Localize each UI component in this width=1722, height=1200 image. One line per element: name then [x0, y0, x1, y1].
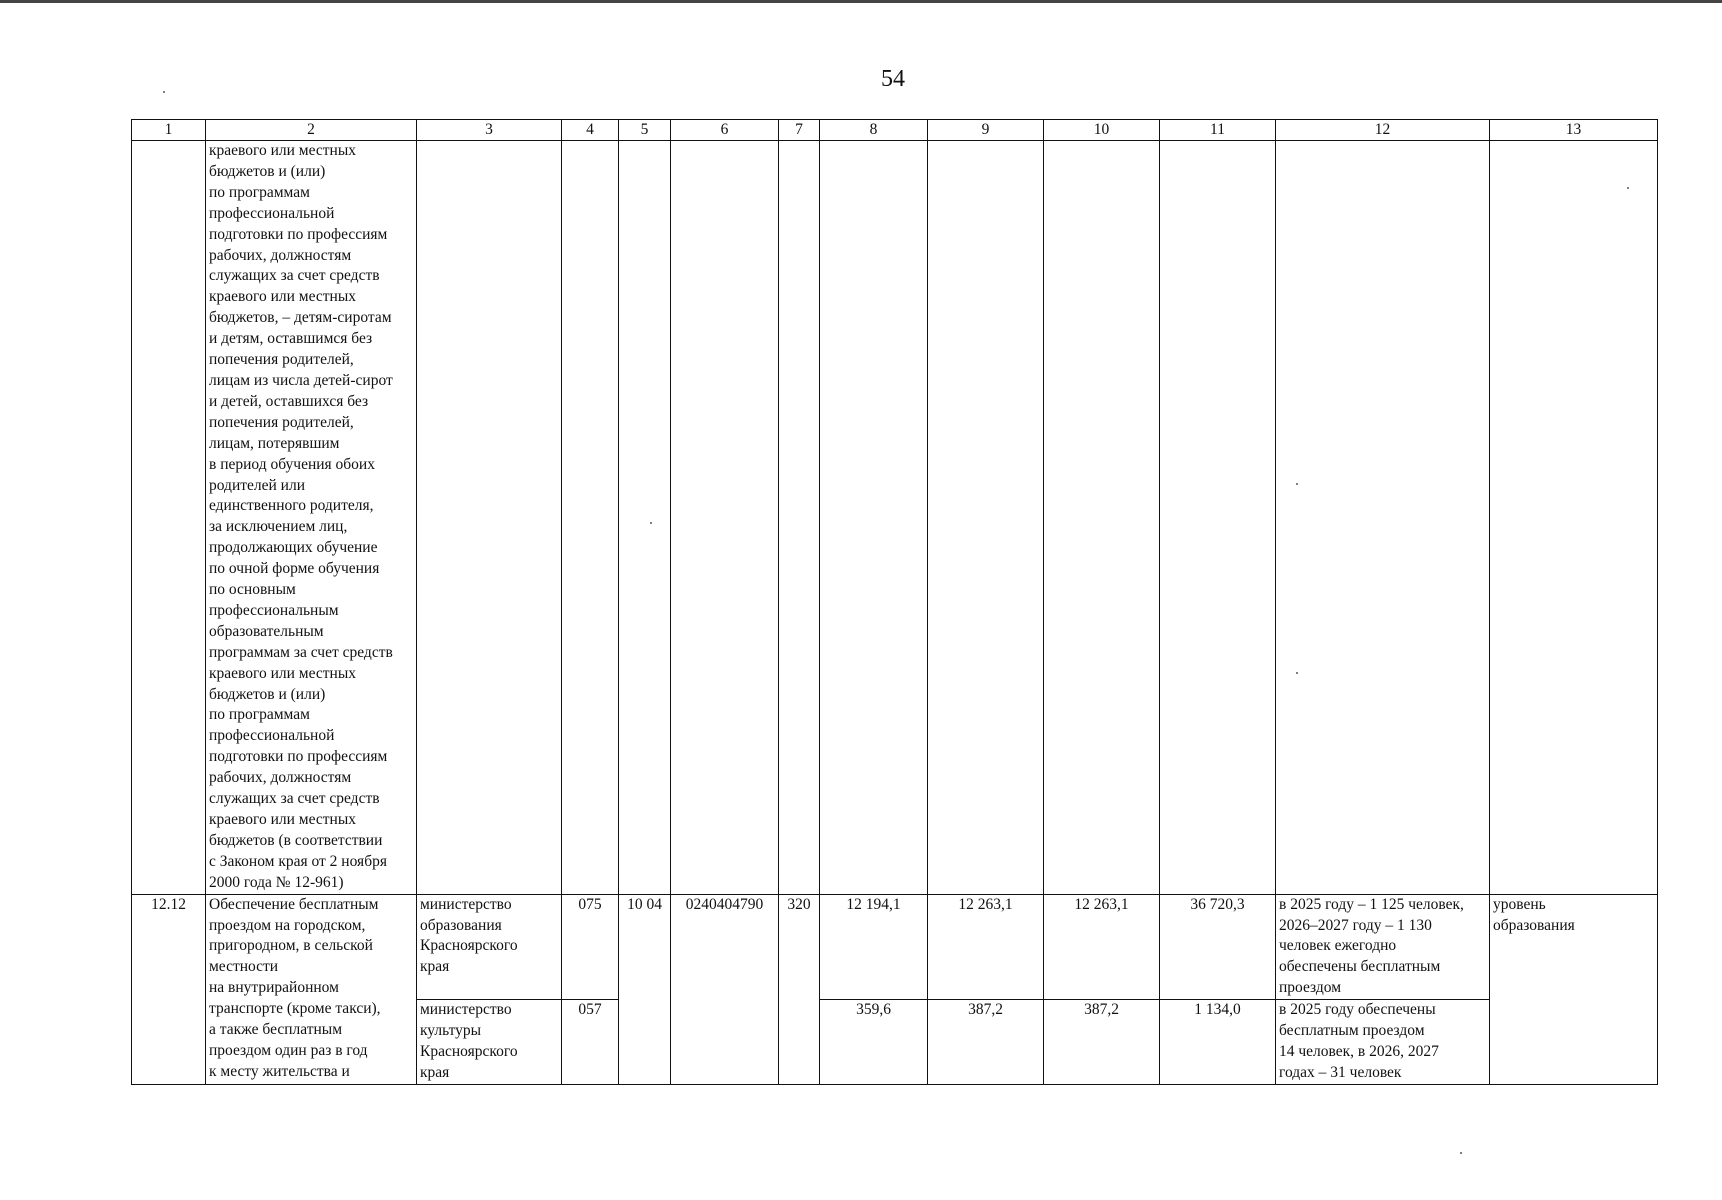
col-header-6: 6 — [671, 120, 779, 141]
section-code: 10 04 — [619, 894, 671, 1084]
cell-empty — [671, 141, 779, 895]
item-12-12-row-education — [132, 894, 1658, 1000]
scan-speck — [1460, 1152, 1462, 1154]
amount-total-culture: 1 134,0 — [1160, 1000, 1276, 1085]
continuation-row — [132, 141, 1658, 895]
scan-speck — [163, 91, 165, 93]
result-level: уровень образования — [1490, 894, 1658, 1084]
col-header-12: 12 — [1276, 120, 1490, 141]
cell-empty — [928, 141, 1044, 895]
grbs-code-culture: 057 — [562, 1000, 619, 1085]
cell-empty — [562, 141, 619, 895]
cell-empty — [779, 141, 820, 895]
amount-2026-culture: 387,2 — [928, 1000, 1044, 1085]
cell-empty — [820, 141, 928, 895]
cell-empty — [132, 141, 206, 895]
executor-culture: министерство культуры Красноярского края — [417, 1000, 562, 1085]
cell-empty — [1276, 141, 1490, 895]
amount-2026-education: 12 263,1 — [928, 894, 1044, 1000]
col-header-11: 11 — [1160, 120, 1276, 141]
executor-education: министерство образования Красноярского края — [417, 894, 562, 1000]
col-header-4: 4 — [562, 120, 619, 141]
item-number: 12.12 — [132, 894, 206, 1084]
cell-empty — [619, 141, 671, 895]
grbs-code-education: 075 — [562, 894, 619, 1000]
col-header-7: 7 — [779, 120, 820, 141]
amount-2025-education: 12 194,1 — [820, 894, 928, 1000]
amount-2027-education: 12 263,1 — [1044, 894, 1160, 1000]
budget-table — [131, 119, 1658, 1085]
target-article-code: 0240404790 — [671, 894, 779, 1084]
scan-speck — [1627, 187, 1629, 189]
scan-speck — [650, 522, 652, 524]
cell-empty — [1044, 141, 1160, 895]
page-top-edge — [0, 0, 1722, 3]
amount-total-education: 36 720,3 — [1160, 894, 1276, 1000]
scan-speck — [1296, 672, 1298, 674]
scan-speck — [1296, 483, 1298, 485]
col-header-1: 1 — [132, 120, 206, 141]
col-header-9: 9 — [928, 120, 1044, 141]
expense-type-code: 320 — [779, 894, 820, 1084]
col-header-10: 10 — [1044, 120, 1160, 141]
amount-2027-culture: 387,2 — [1044, 1000, 1160, 1085]
item-description: Обеспечение бесплатным проездом на городском, пригородном, в сельской местности на внутрирайонном транспорте (кроме такси), а также бесплатным проездом один раз в год к месту жительства и — [206, 894, 417, 1084]
col-header-2: 2 — [206, 120, 417, 141]
continuation-description: краевого или местных бюджетов и (или) по программам профессиональной подготовки по профессиям рабочих, должностям служащих за счет средств краевого или местных бюджетов, – детям-сиротам и детям, оставшимся без попечения родителей, лицам из числа детей-сирот и детей, оставшихся без попечения родителей, лицам, потерявшим в период обучения обоих родителей или единственного родителя, за исключением лиц, продолжающих обучение по очной форме обучения по основным профессиональным образовательным программам за счет средств краевого или местных бюджетов и (или) по программам профессиональной подготовки по профессиям рабочих, должностям служащих за счет средств краевого или местных бюджетов (в соответствии с Законом края от 2 ноября 2000 года № 12-961) — [206, 141, 417, 895]
col-header-8: 8 — [820, 120, 928, 141]
col-header-13: 13 — [1490, 120, 1658, 141]
column-number-row — [132, 120, 1658, 141]
page-number: 54 — [881, 66, 905, 92]
col-header-3: 3 — [417, 120, 562, 141]
amount-2025-culture: 359,6 — [820, 1000, 928, 1085]
result-culture: в 2025 году обеспечены бесплатным проездом 14 человек, в 2026, 2027 годах – 31 человек — [1276, 1000, 1490, 1085]
result-education: в 2025 году – 1 125 человек, 2026–2027 году – 1 130 человек ежегодно обеспечены бесплатным проездом — [1276, 894, 1490, 1000]
col-header-5: 5 — [619, 120, 671, 141]
cell-empty — [417, 141, 562, 895]
cell-empty — [1160, 141, 1276, 895]
cell-empty — [1490, 141, 1658, 895]
